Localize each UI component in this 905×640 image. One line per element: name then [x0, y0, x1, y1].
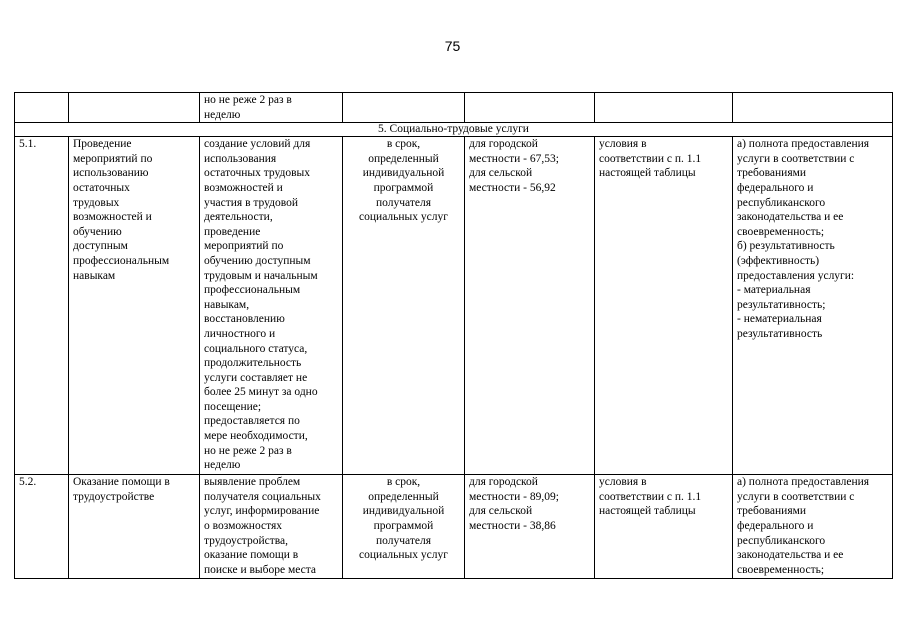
cell-name [69, 93, 200, 123]
cell-conditions: условия в соответствии с п. 1.1 настоящей таблицы [595, 137, 733, 475]
social-services-table [14, 92, 893, 579]
cell-number: 5.1. [15, 137, 69, 475]
table-row [15, 137, 893, 475]
cell-tariff: для городской местности - 89,09; для сельской местности - 38,86 [465, 475, 595, 579]
cell-number: 5.2. [15, 475, 69, 579]
cell-quality [733, 93, 893, 123]
page-number: 75 [444, 38, 461, 54]
cell-quality: а) полнота предоставления услуги в соответствии с требованиями федерального и республиканского законодательства и ее своевременность; [733, 475, 893, 579]
cell-description: создание условий для использования остаточных трудовых возможностей и участия в трудовой деятельности, проведение мероприятий по обучению доступным трудовым и начальным профессиональным навыкам, восстановлению личностного и социального статуса, продолжительность услуги составляет не более 25 минут за одно посещение; предоставляется по мере необходимости, но не реже 2 раз в неделю [200, 137, 343, 475]
cell-term: в срок, определенный индивидуальной программой получателя социальных услуг [343, 475, 465, 579]
section-title: 5. Социально-трудовые услуги [15, 123, 893, 137]
cell-quality: а) полнота предоставления услуги в соответствии с требованиями федерального и республиканского законодательства и ее своевременность; б) результативность (эффективность) предоставления услуги: - материальная результативность; - нематериальная результативность [733, 137, 893, 475]
continuation-row [15, 93, 893, 123]
cell-conditions [595, 93, 733, 123]
cell-conditions: условия в соответствии с п. 1.1 настоящей таблицы [595, 475, 733, 579]
table-row [15, 475, 893, 579]
cell-number [15, 93, 69, 123]
section-header-row [15, 123, 893, 137]
cell-description: выявление проблем получателя социальных услуг, информирование о возможностях трудоустройства, оказание помощи в поиске и выборе места [200, 475, 343, 579]
cell-tariff [465, 93, 595, 123]
cell-name: Оказание помощи в трудоустройстве [69, 475, 200, 579]
cell-tariff: для городской местности - 67,53; для сельской местности - 56,92 [465, 137, 595, 475]
cell-term [343, 93, 465, 123]
cell-term: в срок, определенный индивидуальной программой получателя социальных услуг [343, 137, 465, 475]
cell-name: Проведение мероприятий по использованию остаточных трудовых возможностей и обучению доступным профессиональным навыкам [69, 137, 200, 475]
cell-description: но не реже 2 раз в неделю [200, 93, 343, 123]
